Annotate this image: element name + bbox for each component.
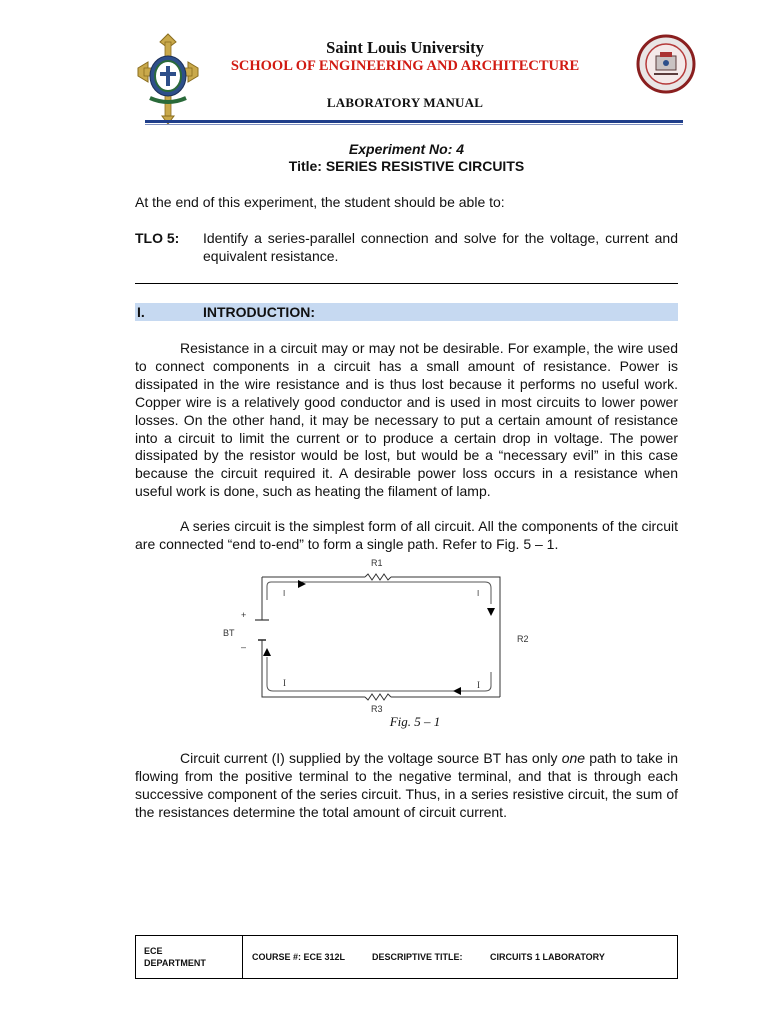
p3-emphasis: one [561, 750, 586, 766]
intro-paragraph-1: Resistance in a circuit may or may not be desirable. For example, the wire used to connect components in a circuit has a small amount of resistance. Power is dissipated in the wire resistance and is thus lost because it performs no useful work. Copper wire is a relatively good conductor and is used in most circuits to lower power losses. On the other hand, it may be necessary to put a certain amount of resistance into a circuit to limit the current or to produce a certain drop in voltage. The power dissipated by the resistor would be lost, but would be a “necessary evil” in this case because the circuit required it. A desirable power loss occurs in a resistance when useful work is done, such as heating the filament of lamp. [135, 340, 678, 500]
resistor-r1-symbol [365, 574, 391, 580]
label-current-right: I [477, 589, 480, 598]
school-name: SCHOOL OF ENGINEERING AND ARCHITECTURE [230, 58, 580, 74]
section-divider [135, 283, 678, 284]
resistor-r3-symbol [365, 694, 391, 700]
current-arrow-right [487, 608, 495, 616]
footer-dept-line2: DEPARTMENT [144, 958, 206, 968]
experiment-number: Experiment No: 4 [348, 141, 465, 157]
p3-after: path to take in flowing from the positive terminal to the negative terminal, and that is through each successive component of the series circuit. Thus, in a series resistive circuit, the sum of the resistances determine the total amount of circuit current. [135, 750, 678, 820]
tlo-label: TLO 5: [135, 230, 180, 246]
label-current-bottom-right: I [477, 680, 480, 690]
objective-intro: At the end of this experiment, the student should be able to: [135, 194, 505, 210]
current-path-inner-lower [267, 657, 491, 691]
manual-title: LABORATORY MANUAL [326, 95, 484, 110]
figure-caption: Fig. 5 – 1 [389, 714, 441, 729]
label-r1: R1 [371, 558, 383, 568]
label-r3: R3 [371, 704, 383, 714]
section-title: INTRODUCTION: [203, 304, 315, 320]
school-emblem-icon [636, 34, 696, 94]
p3-before: Circuit current (I) supplied by the voltage source BT has only [180, 750, 562, 766]
header-rule-thin [145, 124, 683, 125]
footer-desc-value: CIRCUITS 1 LABORATORY [490, 952, 605, 962]
footer-course: COURSE #: ECE 312L [252, 952, 346, 962]
header-rule [145, 120, 683, 123]
label-minus: – [241, 642, 247, 652]
tlo-text: Identify a series-parallel connection and solve for the voltage, current and equivalent resistance. [203, 230, 678, 264]
intro-paragraph-3 [135, 750, 678, 822]
label-current-top: I [283, 589, 286, 598]
circuit-wire-bottom-left [262, 640, 365, 697]
footer-dept-line1: ECE [144, 946, 163, 956]
footer-department-cell [136, 936, 243, 978]
footer-desc-label: DESCRIPTIVE TITLE: [372, 952, 463, 962]
label-current-bottom-left: I [283, 678, 286, 688]
current-arrow-top [298, 580, 306, 588]
section-number: I. [137, 304, 145, 320]
experiment-title: Title: SERIES RESISTIVE CIRCUITS [288, 158, 525, 174]
circuit-wire-top-right [391, 577, 500, 697]
label-r2: R2 [517, 634, 529, 644]
current-arrow-left [263, 648, 271, 656]
label-plus: + [241, 610, 247, 620]
intro-paragraph-2: A series circuit is the simplest form of all circuit. All the components of the circuit are connected “end to-end” to form a single path. Refer to Fig. 5 – 1. [135, 518, 678, 552]
university-name: Saint Louis University [326, 38, 484, 57]
current-arrow-bottom [453, 687, 461, 695]
label-bt: BT [223, 628, 235, 638]
page-footer [135, 935, 678, 979]
series-circuit-diagram [215, 552, 545, 717]
